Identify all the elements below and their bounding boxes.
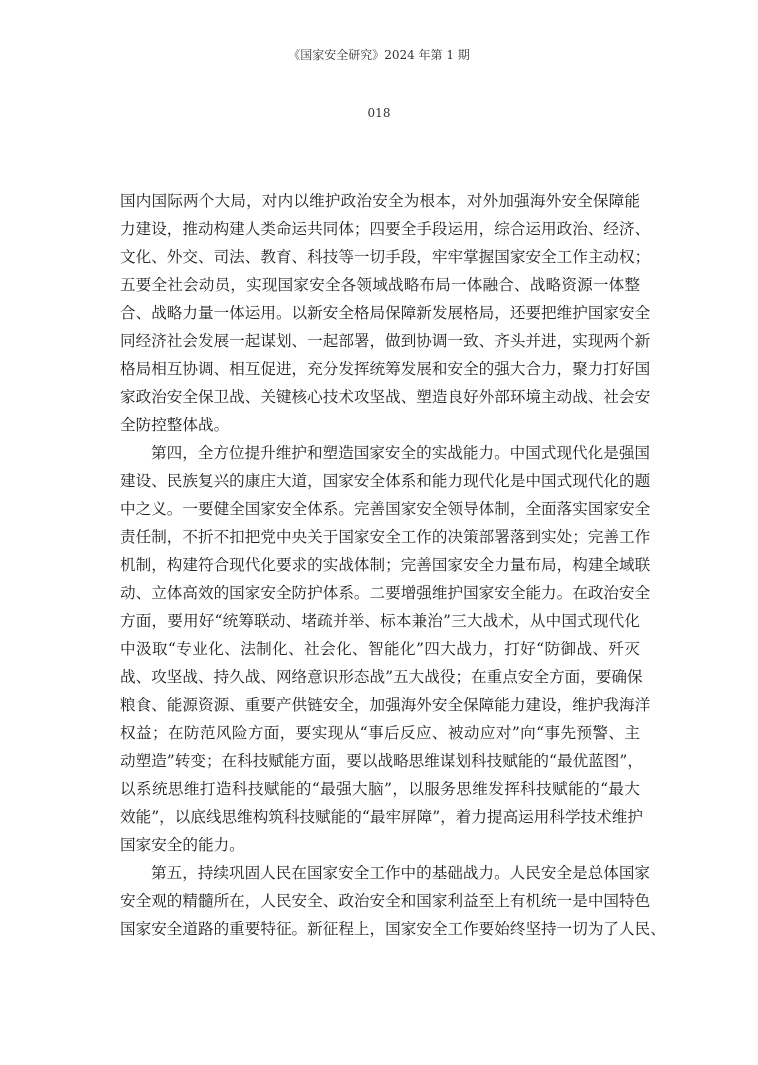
page-number: 018 bbox=[367, 106, 391, 120]
text-line: 国内国际两个大局，对内以维护政治安全为根本，对外加强海外安全保障能 bbox=[120, 192, 640, 210]
text-line: 战、攻坚战、持久战、网络意识形态战”五大战役；在重点安全方面，要确保 bbox=[120, 668, 643, 686]
text-line: 动塑造”转变；在科技赋能方面，要以战略思维谋划科技赋能的“最优蓝图”， bbox=[120, 752, 643, 770]
text-line: 以系统思维打造科技赋能的“最强大脑”，以服务思维发挥科技赋能的“最大 bbox=[120, 780, 640, 798]
text-line: 同经济社会发展一起谋划、一起部署，做到协调一致、齐头并进，实现两个新 bbox=[120, 332, 651, 350]
text-line: 文化、外交、司法、教育、科技等一切手段，牢牢掌握国家安全工作主动权； bbox=[120, 248, 651, 266]
text-line: 国家安全道路的重要特征。新征程上，国家安全工作要始终坚持一切为了人民、 bbox=[120, 920, 666, 938]
text-line: 国家安全的能力。 bbox=[120, 836, 245, 854]
text-line: 动、立体高效的国家安全防护体系。二要增强维护国家安全能力。在政治安全 bbox=[120, 584, 651, 602]
text-line: 合、战略力量一体运用。以新安全格局保障新发展格局，还要把维护国家安全 bbox=[120, 304, 651, 322]
text-line: 格局相互协调、相互促进，充分发挥统筹发展和安全的强大合力，聚力打好国 bbox=[120, 360, 651, 378]
text-line: 责任制，不折不扣把党中央关于国家安全工作的决策部署落到实处；完善工作 bbox=[120, 528, 651, 546]
text-line: 粮食、能源资源、重要产供链安全，加强海外安全保障能力建设，维护我海洋 bbox=[120, 696, 651, 714]
text-line: 第四，全方位提升维护和塑造国家安全的实战能力。中国式现代化是强国 bbox=[151, 444, 651, 462]
text-line: 全防控整体战。 bbox=[120, 416, 230, 434]
text-line: 中之义。一要健全国家安全体系。完善国家安全领导体制，全面落实国家安全 bbox=[120, 500, 651, 518]
text-line: 力建设，推动构建人类命运共同体；四要全手段运用，综合运用政治、经济、 bbox=[120, 220, 651, 238]
paragraph-2 bbox=[120, 439, 651, 859]
paragraph-1 bbox=[120, 187, 651, 439]
paragraph-3 bbox=[120, 859, 666, 943]
running-header: 《国家安全研究》2024 年第 1 期 bbox=[288, 48, 470, 62]
text-line: 建设、民族复兴的康庄大道，国家安全体系和能力现代化是中国式现代化的题 bbox=[120, 472, 651, 490]
text-line: 第五，持续巩固人民在国家安全工作中的基础战力。人民安全是总体国家 bbox=[151, 864, 651, 882]
text-line: 中汲取“专业化、法制化、社会化、智能化”四大战力，打好“防御战、歼灭 bbox=[120, 640, 640, 658]
text-line: 权益；在防范风险方面，要实现从“事后反应、被动应对”向“事先预警、主 bbox=[120, 724, 640, 742]
text-line: 方面，要用好“统筹联动、堵疏并举、标本兼治”三大战术，从中国式现代化 bbox=[120, 612, 640, 630]
text-line: 安全观的精髓所在，人民安全、政治安全和国家利益至上有机统一是中国特色 bbox=[120, 892, 651, 910]
text-line: 效能”，以底线思维构筑科技赋能的“最牢屏障”，着力提高运用科学技术维护 bbox=[120, 808, 643, 826]
text-line: 家政治安全保卫战、关键核心技术攻坚战、塑造良好外部环境主动战、社会安 bbox=[120, 388, 651, 406]
body-text bbox=[120, 187, 666, 943]
text-line: 五要全社会动员，实现国家安全各领域战略布局一体融合、战略资源一体整 bbox=[120, 276, 640, 294]
text-line: 机制，构建符合现代化要求的实战体制；完善国家安全力量布局，构建全域联 bbox=[120, 556, 651, 574]
